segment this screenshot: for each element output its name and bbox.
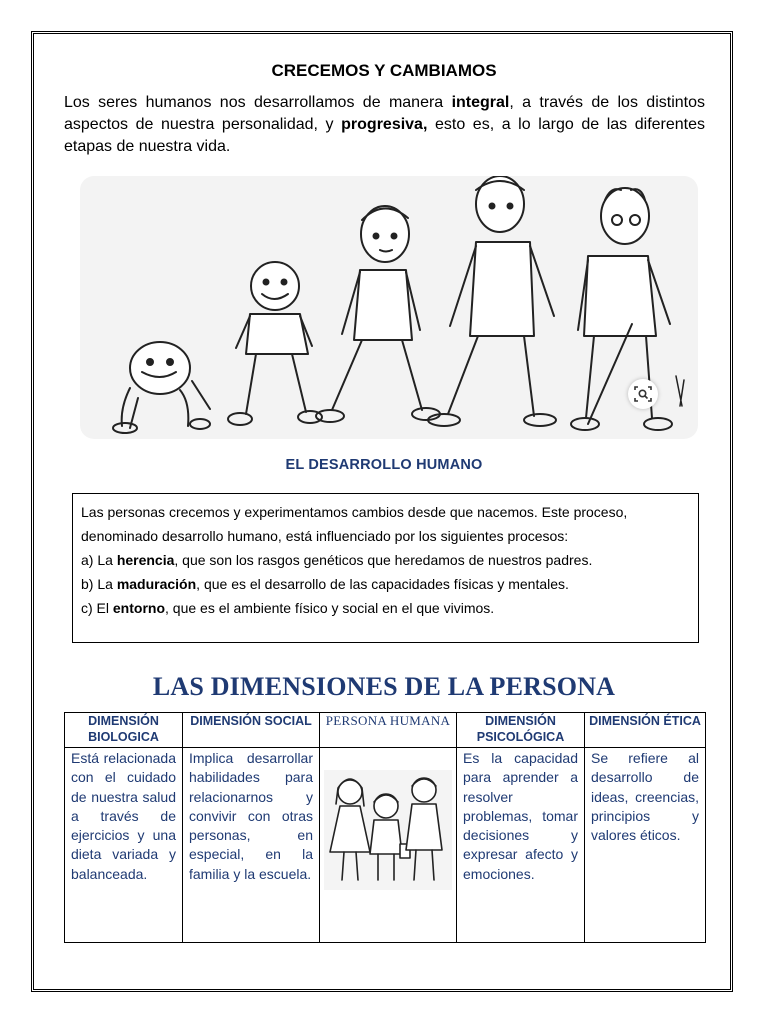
item-term: maduración: [116, 576, 197, 592]
table-header-row: [65, 713, 706, 748]
header-persona-humana: PERSONA HUMANA: [320, 713, 457, 748]
info-intro: Las personas crecemos y experimentamos cambios desde que nacemos. Este proceso, denominado desarrollo humano, está influenciado por los siguientes procesos:: [81, 504, 628, 544]
header-social: DIMENSIÓN SOCIAL: [183, 713, 320, 748]
cell-biologica: Está relacionada con el cuidado de nuestra salud a través de ejercicios y una dieta variada y balanceada.: [65, 748, 183, 943]
boy-figure: [316, 206, 440, 422]
cell-persona-humana: [320, 748, 457, 943]
intro-bold-integral: integral: [451, 94, 510, 111]
item-text: , que es el ambiente físico y social en el que vivimos.: [165, 600, 495, 616]
cell-etica: Se refiere al desarrollo de ideas, creencias, principios y valores éticos.: [585, 748, 706, 943]
item-prefix: c) El: [81, 600, 113, 616]
dimensions-title: LAS DIMENSIONES DE LA PERSONA: [152, 672, 616, 701]
intro-paragraph: [64, 92, 705, 158]
visual-search-button[interactable]: [628, 379, 658, 409]
dimensions-table: [64, 712, 706, 943]
cell-social: Implica desarrollar habilidades para relacionarnos y convivir con otras personas, en especial, en la familia y la escuela.: [183, 748, 320, 943]
header-etica: DIMENSIÓN ÉTICA: [585, 713, 706, 748]
item-term: herencia: [116, 552, 175, 568]
header-biologica: DIMENSIÓN BIOLOGICA: [65, 713, 183, 748]
item-text: , que es el desarrollo de las capacidades físicas y mentales.: [196, 576, 569, 592]
header-psicologica: DIMENSIÓN PSICOLÓGICA: [457, 713, 585, 748]
page-title: CRECEMOS Y CAMBIAMOS: [271, 61, 497, 80]
man-figure: [428, 176, 556, 426]
info-box: [72, 493, 699, 643]
item-prefix: a) La: [81, 552, 117, 568]
item-prefix: b) La: [81, 576, 117, 592]
item-text: , que son los rasgos genéticos que heredamos de nuestros padres.: [174, 552, 593, 568]
info-item-maduracion: [81, 572, 690, 596]
intro-text-3: esto es, a lo largo de las diferentes etapas de nuestra vida.: [64, 116, 706, 155]
three-children-illustration: [324, 770, 452, 890]
visual-search-icon: [634, 385, 652, 403]
baby-figure: [113, 342, 210, 433]
human-development-illustration: [80, 176, 698, 439]
item-term: entorno: [112, 600, 165, 616]
cell-psicologica: Es la capacidad para aprender a resolver problemas, tomar decisiones y expresar afecto y emociones.: [457, 748, 585, 943]
intro-text-1: Los seres humanos nos desarrollamos de manera: [64, 94, 452, 111]
info-item-entorno: [81, 596, 690, 620]
intro-bold-progresiva: progresiva,: [341, 116, 428, 133]
table-row: [65, 748, 706, 943]
section-subtitle: EL DESARROLLO HUMANO: [285, 457, 483, 473]
intro-text-2: , a través de los distintos aspectos de nuestra personalidad, y: [64, 94, 705, 133]
info-item-herencia: [81, 548, 690, 572]
child-figure: [228, 262, 322, 425]
